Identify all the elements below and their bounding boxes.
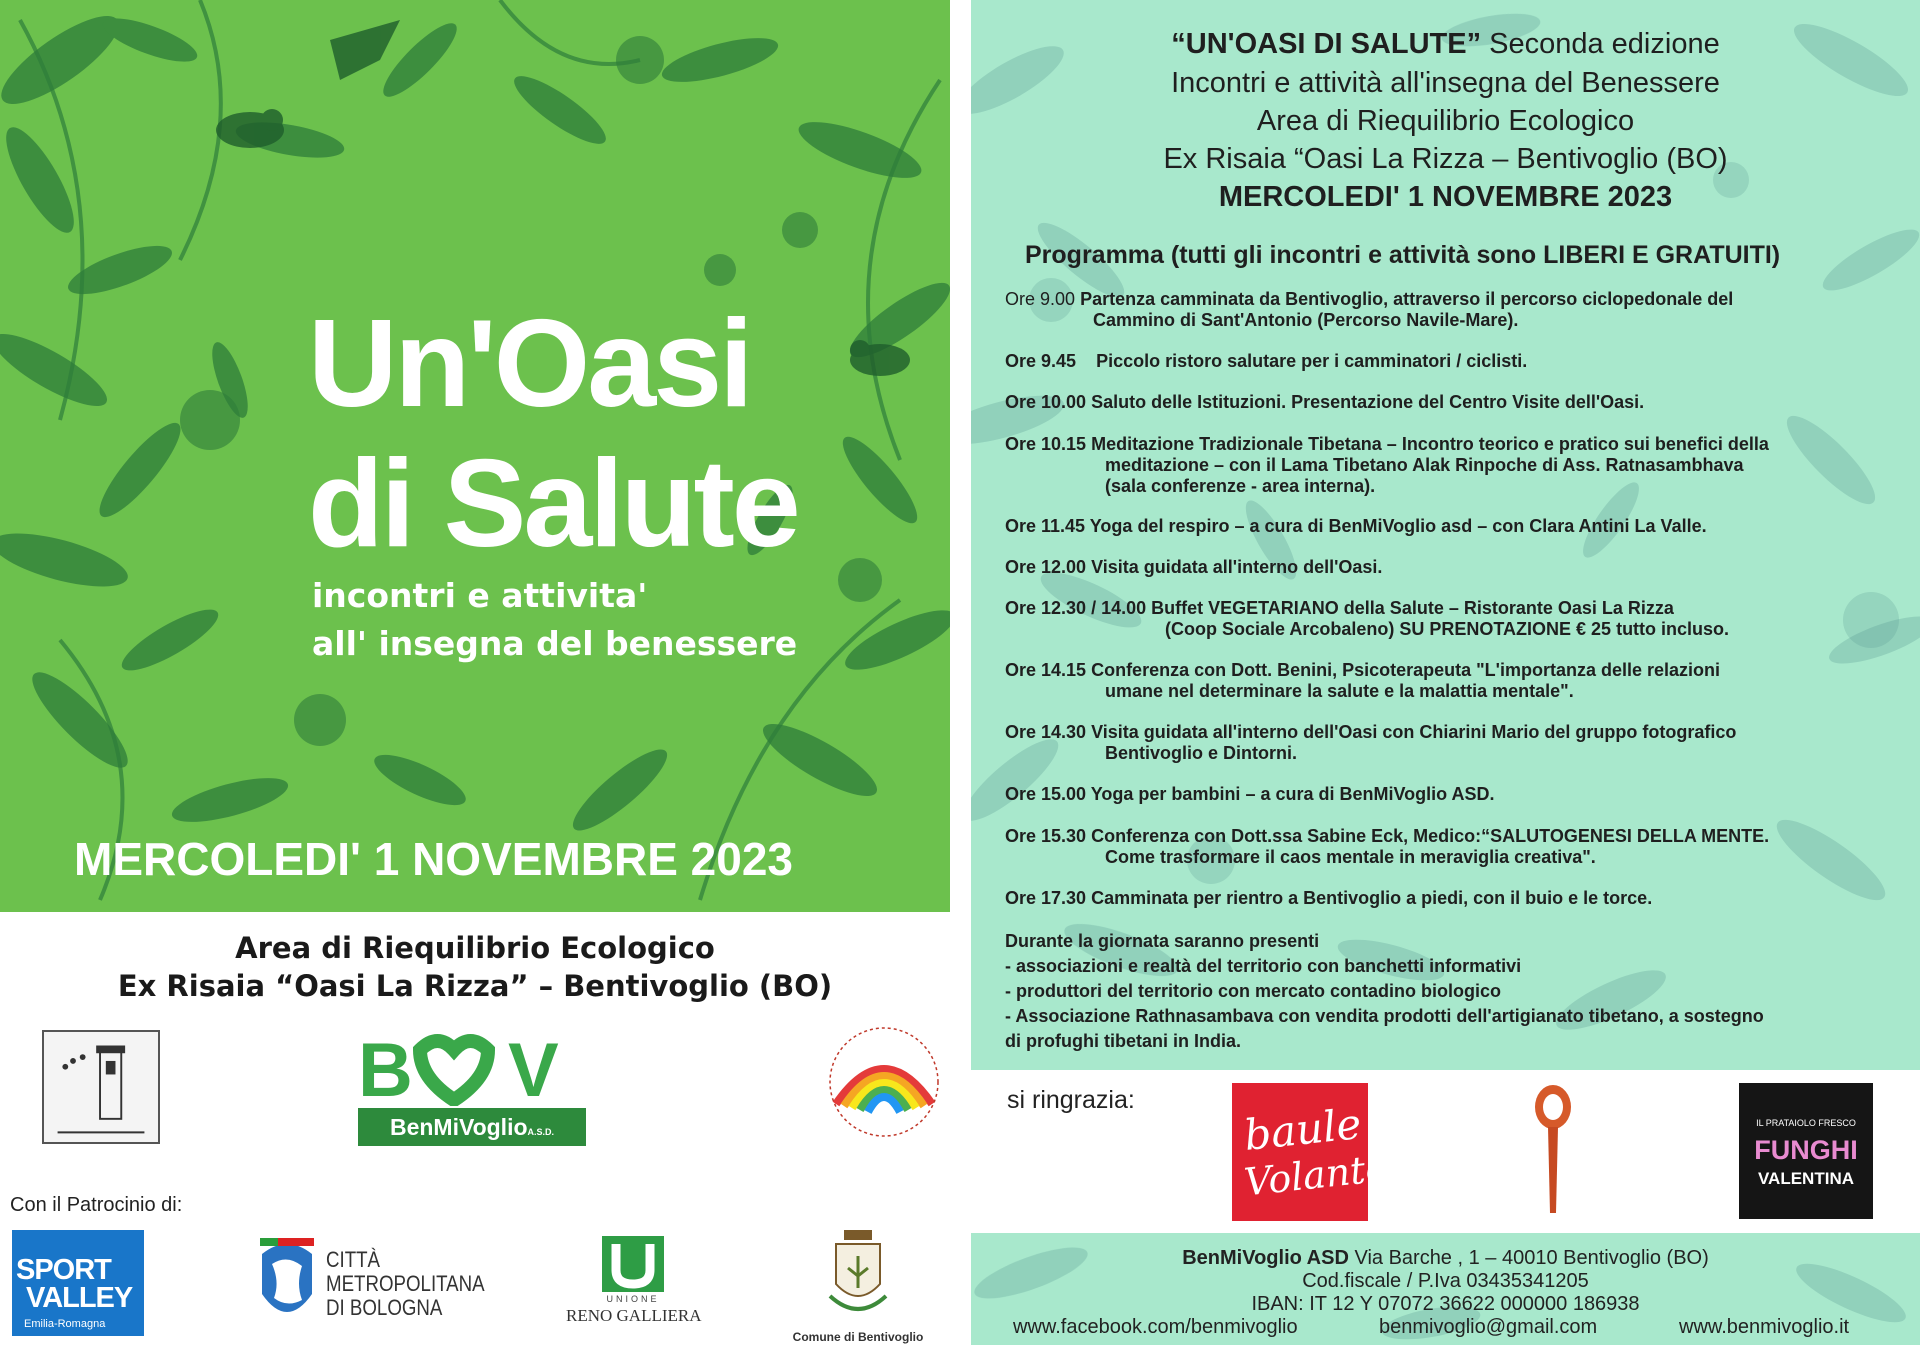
u-leaf-icon (602, 1236, 664, 1292)
baule-volante-logo (1232, 1083, 1390, 1221)
poster-title-line2: di Salute (308, 435, 798, 573)
program-heading-line3: Area di Riequilibrio Ecologico (1256, 105, 1635, 137)
benmivoglio-label: BenMiVoglioA.S.D. (358, 1108, 586, 1146)
program-item: Ore 14.15 Conferenza con Dott. Benini, Psicoterapeuta "L'importanza delle relazioni umane nel determinare la salute e la malattia mentale". (1005, 660, 1720, 701)
green-poster (0, 0, 950, 912)
during-the-day-list (1005, 929, 1764, 1054)
program-item: Ore 9.45 Piccolo ristoro salutare per i camminatori / ciclisti. (1005, 351, 1528, 371)
baule-line1: baule (1241, 1099, 1364, 1160)
poster-subtitle-line1: incontri e attivita' (312, 576, 648, 615)
program-item: Ore 11.45 Yoga del respiro – a cura di BenMiVoglio asd – con Clara Antini La Valle. (1005, 516, 1707, 536)
reno-galliera-label: RENO GALLIERA (566, 1306, 702, 1325)
funghi-bottom: VALENTINA (1757, 1169, 1854, 1188)
program-flyer (971, 0, 1920, 1070)
citta-line3: DI BOLOGNA (326, 1295, 443, 1320)
program-item: Ore 10.15 Meditazione Tradizionale Tibetana – Incontro teorico e pratico sui benefici della meditazione – con il Lama Tibetano Alak Rinpoche di Ass. Ratnasambhava (sala conferenze - area interna). (1005, 434, 1769, 496)
facebook-link[interactable]: www.facebook.com/benmivoglio (1013, 1316, 1298, 1338)
email-link[interactable]: benmivoglio@gmail.com (1379, 1316, 1598, 1338)
coop-arcobaleno-rainbow-logo (826, 1024, 942, 1140)
comune-crest-icon (826, 1226, 890, 1322)
program-heading-title: “UN'OASI DI SALUTE” Seconda edizione (1171, 28, 1720, 60)
bmv-heart-icon (358, 1028, 586, 1106)
svg-text:V: V (508, 1028, 559, 1106)
funghi-valentina-logo (1739, 1083, 1873, 1219)
svg-text:B: B (358, 1028, 413, 1106)
citta-metropolitana-logo (252, 1230, 485, 1334)
program-item: Ore 10.00 Saluto delle Istituzioni. Presentazione del Centro Visite dell'Oasi. (1005, 392, 1645, 412)
during-line: - produttori del territorio con mercato contadino biologico (1005, 981, 1502, 1001)
sport-valley-line1: SPORT (16, 1254, 111, 1286)
program-item: Ore 9.00 Partenza camminata da Bentivoglio, attraverso il percorso ciclopedonale del Cammino di Sant'Antonio (Percorso Navile-Mare). (1005, 289, 1734, 330)
website-link[interactable]: www.benmivoglio.it (1679, 1316, 1850, 1338)
thanks-label: si ringrazia: (1007, 1086, 1135, 1114)
program-item: Ore 12.00 Visita guidata all'interno dell'Oasi. (1005, 557, 1383, 577)
program-item: Ore 15.00 Yoga per bambini – a cura di BenMiVoglio ASD. (1005, 784, 1495, 804)
unione-reno-galliera-logo (566, 1236, 700, 1330)
during-line: Durante la giornata saranno presenti (1005, 931, 1320, 951)
funghi-top: IL PRATAIOLO FRESCO (1756, 1118, 1856, 1128)
patrocinio-label: Con il Patrocinio di: (10, 1194, 183, 1216)
footer-contact (971, 1233, 1920, 1345)
program-item: Ore 12.30 / 14.00 Buffet VEGETARIANO della Salute – Ristorante Oasi La Rizza (Coop Sociale Arcobaleno) SU PRENOTAZIONE € 25 tutto incluso. (1005, 598, 1730, 639)
sport-valley-line3: Emilia-Romagna (24, 1318, 106, 1330)
baule-line2: Volante (1242, 1145, 1390, 1205)
funghi-main: FUNGHI (1754, 1135, 1858, 1165)
program-heading-line2: Incontri e attività all'insegna del Benessere (1171, 67, 1720, 99)
footer-cod-fiscale: Cod.fiscale / P.Iva 03435341205 (1302, 1270, 1589, 1292)
program-item: Ore 14.30 Visita guidata all'interno dell'Oasi con Chiarini Mario del gruppo fotografico Bentivoglio e Dintorni. (1005, 722, 1737, 763)
location-line1: Area di Riequilibrio Ecologico (235, 931, 715, 965)
unione-label: UNIONE (606, 1294, 660, 1304)
comune-label: Comune di Bentivoglio (792, 1330, 924, 1344)
comune-bentivoglio-logo (776, 1226, 940, 1346)
citta-line1: CITTÀ (326, 1247, 381, 1272)
program-title: Programma (tutti gli incontri e attività sono LIBERI E GRATUITI) (1025, 241, 1781, 269)
bentivoglio-tower-logo (42, 1030, 160, 1144)
footer-iban: IBAN: IT 12 Y 07072 36622 000000 186938 (1251, 1293, 1640, 1315)
during-line: di profughi tibetani in India. (1005, 1031, 1241, 1051)
poster-subtitle-line2: all' insegna del benessere (312, 624, 798, 663)
wooden-spoon-icon (1528, 1083, 1578, 1221)
lion-crest-icon (252, 1234, 322, 1330)
during-line: - associazioni e realtà del territorio con banchetti informativi (1005, 956, 1522, 976)
sport-valley-line2: VALLEY (26, 1282, 133, 1314)
program-item: Ore 15.30 Conferenza con Dott.ssa Sabine Eck, Medico:“SALUTOGENESI DELLA MENTE. Come trasformare il caos mentale in meraviglia creativa". (1005, 826, 1770, 867)
poster-title-line1: Un'Oasi (308, 295, 751, 433)
program-heading-line4: Ex Risaia “Oasi La Rizza – Bentivoglio (BO) (1163, 143, 1728, 175)
program-heading-date: MERCOLEDI' 1 NOVEMBRE 2023 (1218, 181, 1673, 213)
during-line: - Associazione Rathnasambava con vendita prodotti dell'artigianato tibetano, a sostegno (1005, 1006, 1764, 1026)
location-line2: Ex Risaia “Oasi La Rizza” – Bentivoglio (BO) (117, 969, 833, 1003)
sport-valley-logo (12, 1230, 144, 1336)
program-item: Ore 17.30 Camminata per rientro a Bentivoglio a piedi, con il buio e le torce. (1005, 888, 1653, 908)
citta-line2: METROPOLITANA (326, 1271, 485, 1296)
footer-org-line: BenMiVoglio ASD Via Barche , 1 – 40010 Bentivoglio (BO) (1182, 1247, 1709, 1269)
poster-date: MERCOLEDI' 1 NOVEMBRE 2023 (74, 833, 793, 885)
right-program-panel (971, 0, 1920, 1363)
benmivoglio-logo (358, 1028, 586, 1146)
